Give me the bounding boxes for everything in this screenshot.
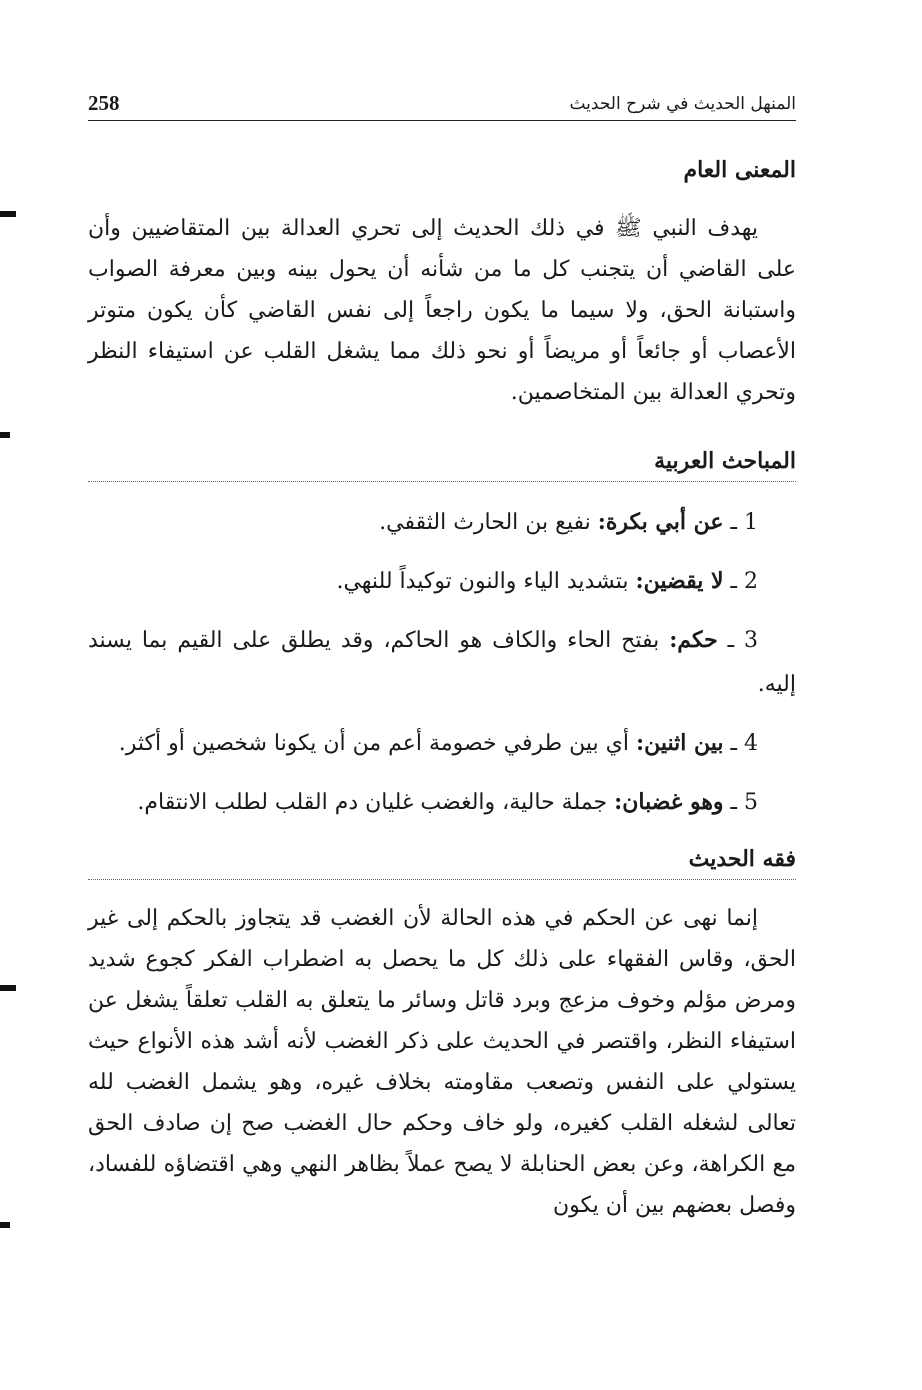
page-content [88,150,796,1226]
general-meaning-paragraph: يهدف النبي ﷺ في ذلك الحديث إلى تحري العدالة بين المتقاضيين وأن على القاضي أن يتجنب كل ما من شأنه أن يحول بينه وبين معرفة الصواب واستبانة الحق، ولا سيما ما يكون راجعاً إلى نفس القاضي كأن يكون متوتر الأعصاب أو جائعاً أو مريضاً أو نحو ذلك مما يشغل القلب عن استيفاء النظر وتحري العدالة بين المتخاصمين. [88,216,796,405]
list-item [88,780,796,825]
section-title-arabic-topics: المباحث العربية [88,441,796,482]
running-title: المنهل الحديث في شرح الحديث [569,94,796,114]
item-term: عن أبي بكرة: [597,509,724,535]
item-term: حكم: [669,627,718,653]
item-term: بين اثنين: [635,730,724,756]
item-text: جملة حالية، والغضب غليان دم القلب لطلب الانتقام. [137,790,608,815]
item-number: 3 ـ [727,628,758,653]
item-number: 4 ـ [730,731,758,756]
item-text: بفتح الحاء والكاف هو الحاكم، وقد يطلق على القيم بما يسند إليه. [88,628,796,697]
item-text: نفيع بن الحارث الثقفي. [379,510,591,535]
item-text: بتشديد الياء والنون توكيداً للنهي. [336,569,629,594]
section-title-fiqh: فقه الحديث [88,839,796,880]
item-number: 2 ـ [730,569,758,594]
fiqh-paragraph: إنما نهى عن الحكم في هذه الحالة لأن الغضب قد يتجاوز بالحكم إلى غير الحق، وقاس الفقهاء على ذلك كل ما يحصل به اضطراب الفكر كجوع شديد ومرض مؤلم وخوف مزعج وبرد قاتل وسائر ما يتعلق به القلب تعلقاً يشغل عن استيفاء النظر، واقتصر في الحديث على ذكر الغضب لأنه أشد هذه الأنواع حيث يستولي على النفس وتصعب مقاومته بخلاف غيره، وهو يشمل الغضب لله تعالى لشغله القلب كغيره، ولو خاف وحكم حال الغضب صح إن صادف الحق مع الكراهة، وعن بعض الحنابلة لا يصح عملاً بظاهر النهي وهي اقتضاؤه للفساد، وفصل بعضهم بين أن يكون [88,906,796,1218]
list-item [88,559,796,604]
list-item [88,500,796,545]
margin-mark [0,432,10,438]
item-number: 5 ـ [730,790,758,815]
item-text: أي بين طرفي خصومة أعم من أن يكونا شخصين أو أكثر. [118,731,629,756]
margin-mark [0,1222,10,1228]
margin-mark [0,985,16,991]
margin-mark [0,211,16,217]
item-term: لا يقضين: [635,568,724,594]
page-number: 258 [88,91,120,115]
item-number: 1 ـ [730,510,758,535]
list-item [88,618,796,707]
list-item [88,721,796,766]
page-header [88,84,796,121]
item-term: وهو غضبان: [614,789,724,815]
section-title-general-meaning: المعنى العام [683,157,796,183]
